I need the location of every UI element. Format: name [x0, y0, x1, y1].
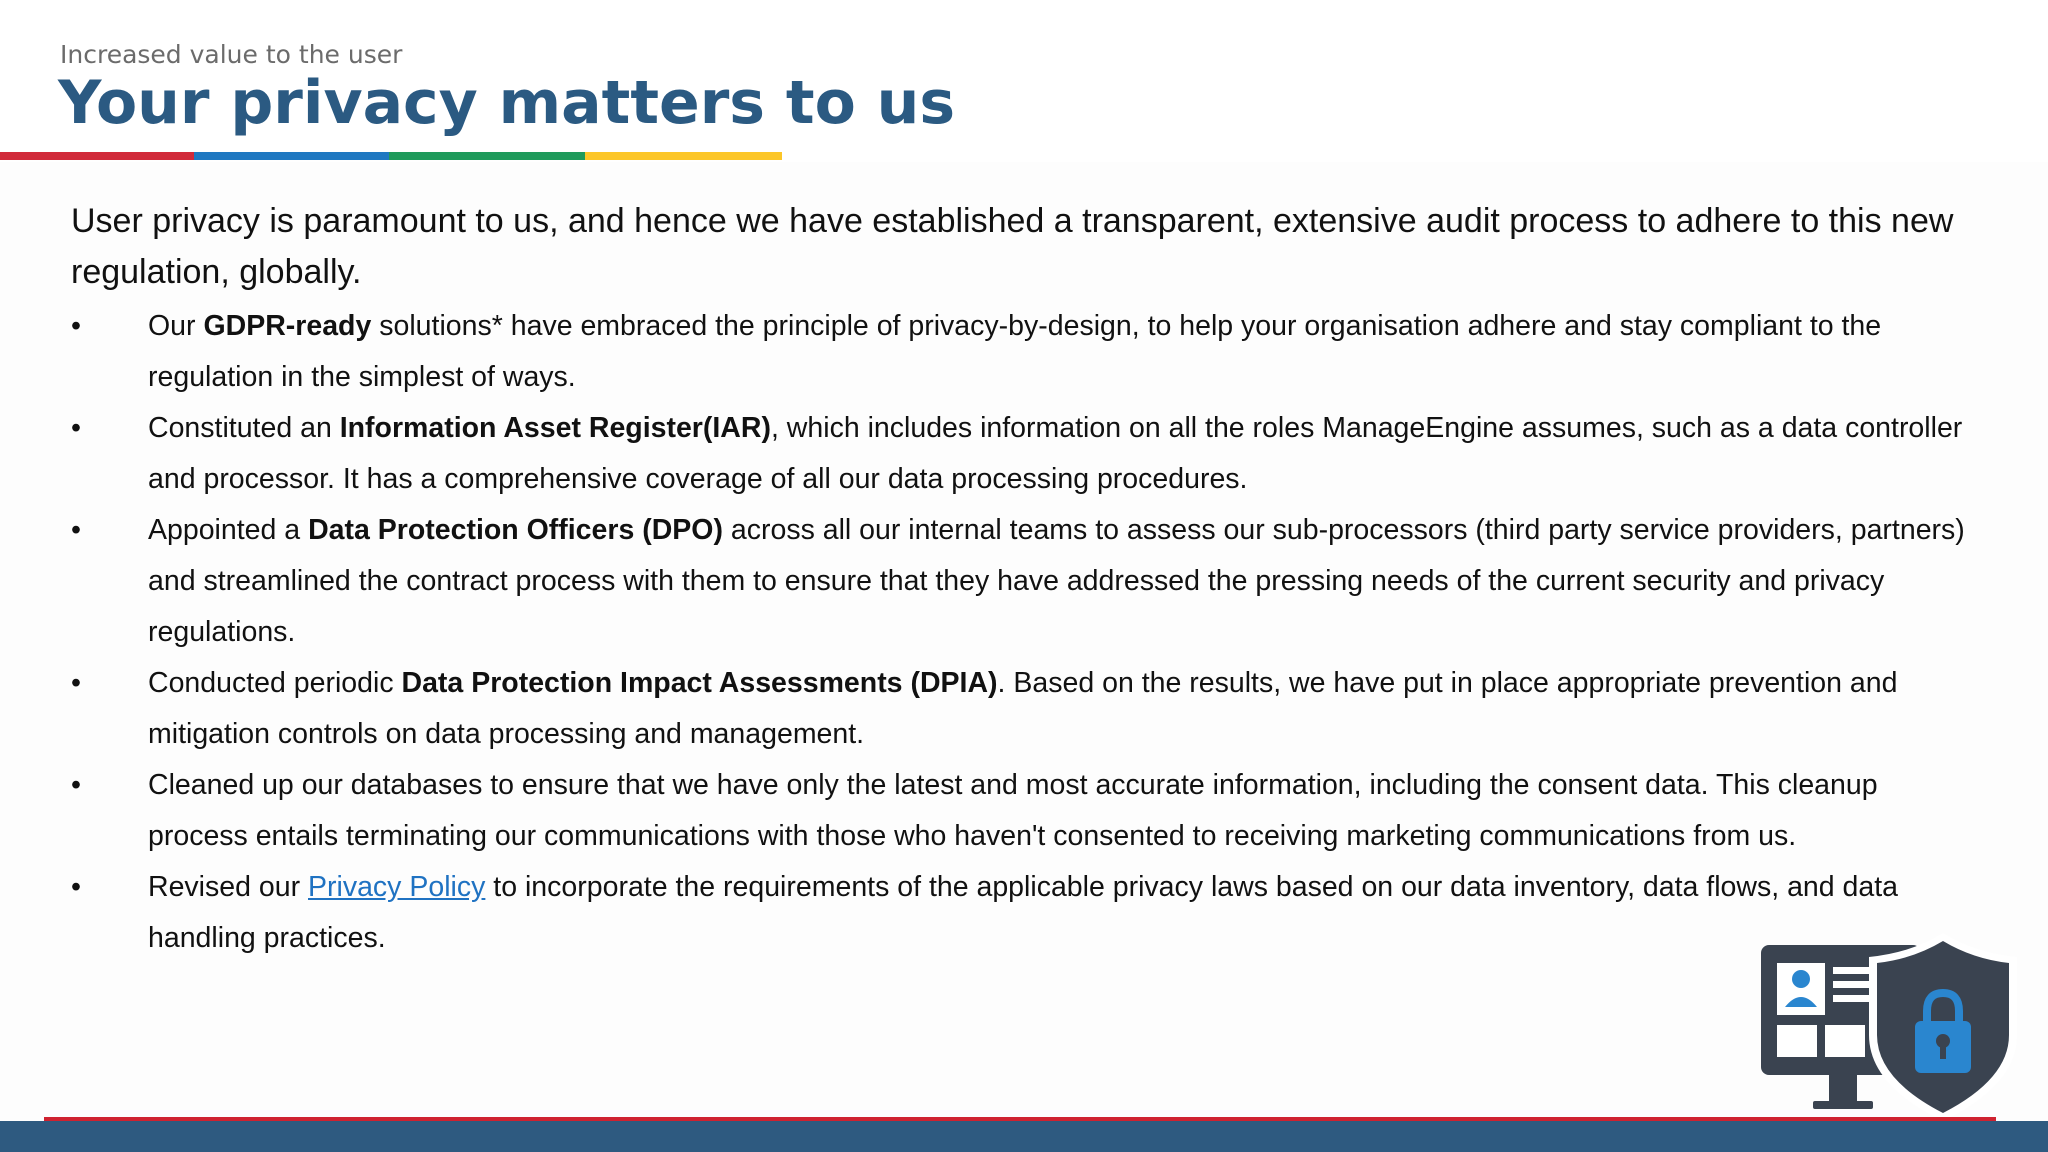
item-text-pre: Constituted an [148, 412, 340, 444]
lock-keyhole-slot [1940, 1043, 1946, 1059]
item-text-bold: Data Protection Impact Assessments (DPIA) [401, 667, 998, 699]
page-title: Your privacy matters to us [58, 68, 956, 138]
item-text-pre: Revised our [148, 871, 308, 903]
item-text-pre: Our [148, 310, 204, 342]
item-text-bold: Data Protection Officers (DPO) [308, 514, 723, 546]
profile-head [1792, 970, 1810, 988]
bullet-icon: • [71, 412, 81, 444]
bullet-icon: • [71, 514, 81, 546]
intro-paragraph: User privacy is paramount to us, and hence we have established a transparent, extensive audit process to adhere to this new regulation, globally. [71, 202, 1954, 291]
stripe-yellow [585, 152, 782, 160]
screen-block-2 [1825, 1025, 1865, 1057]
stripe-red [0, 152, 194, 160]
computer-shield-lock-icon [1755, 925, 2023, 1125]
list-item-database-cleanup [71, 760, 1971, 862]
bullet-list [71, 301, 1971, 964]
item-text-post: , which includes information on all the roles ManageEngine assumes, such as a data controller and processor. It has a comprehensive coverage of all our data processing procedures. [148, 412, 1963, 495]
bullet-icon: • [71, 871, 81, 903]
list-item-dpo [71, 505, 1971, 658]
stripe-green [389, 152, 585, 160]
list-item-iar [71, 403, 1971, 505]
bullet-icon: • [71, 310, 81, 342]
list-item-dpia [71, 658, 1971, 760]
list-item-privacy-policy [71, 862, 1971, 964]
card-line-1 [1833, 967, 1869, 974]
item-text-pre: Conducted periodic [148, 667, 402, 699]
footer-bar [0, 1121, 2048, 1152]
bullet-icon: • [71, 769, 81, 801]
monitor-stand [1829, 1075, 1857, 1105]
card-line-3 [1833, 995, 1869, 1002]
item-text-post: solutions* have embraced the principle of privacy-by-design, to help your organisation adhere and stay compliant to the regulation in the simplest of ways. [148, 310, 1882, 393]
item-text-post: . Based on the results, we have put in place appropriate prevention and mitigation controls on data processing and management. [148, 667, 1898, 750]
list-item-gdpr [71, 301, 1971, 403]
item-text-bold: Information Asset Register(IAR) [339, 412, 771, 444]
privacy-policy-link[interactable]: Privacy Policy [308, 871, 486, 903]
item-text-post: across all our internal teams to assess our sub-processors (third party service providers, partners) and streamlined the contract process with them to ensure that they have addressed the pressing needs of the current security and privacy regulations. [148, 514, 1965, 648]
item-text-post: to incorporate the requirements of the applicable privacy laws based on our data inventory, data flows, and data handling practices. [148, 871, 1899, 954]
bullet-icon: • [71, 667, 81, 699]
section-subtitle: Increased value to the user [60, 40, 403, 69]
item-text-pre: Appointed a [148, 514, 309, 546]
screen-block-1 [1777, 1025, 1817, 1057]
stripe-blue [194, 152, 389, 160]
card-line-2 [1833, 981, 1869, 988]
item-text-bold: GDPR-ready [203, 310, 372, 342]
item-text: Cleaned up our databases to ensure that we have only the latest and most accurate information, including the consent data. This cleanup process entails terminating our communications with those who haven't consented to receiving marketing communications from us. [148, 769, 1878, 852]
monitor-base [1813, 1101, 1873, 1109]
